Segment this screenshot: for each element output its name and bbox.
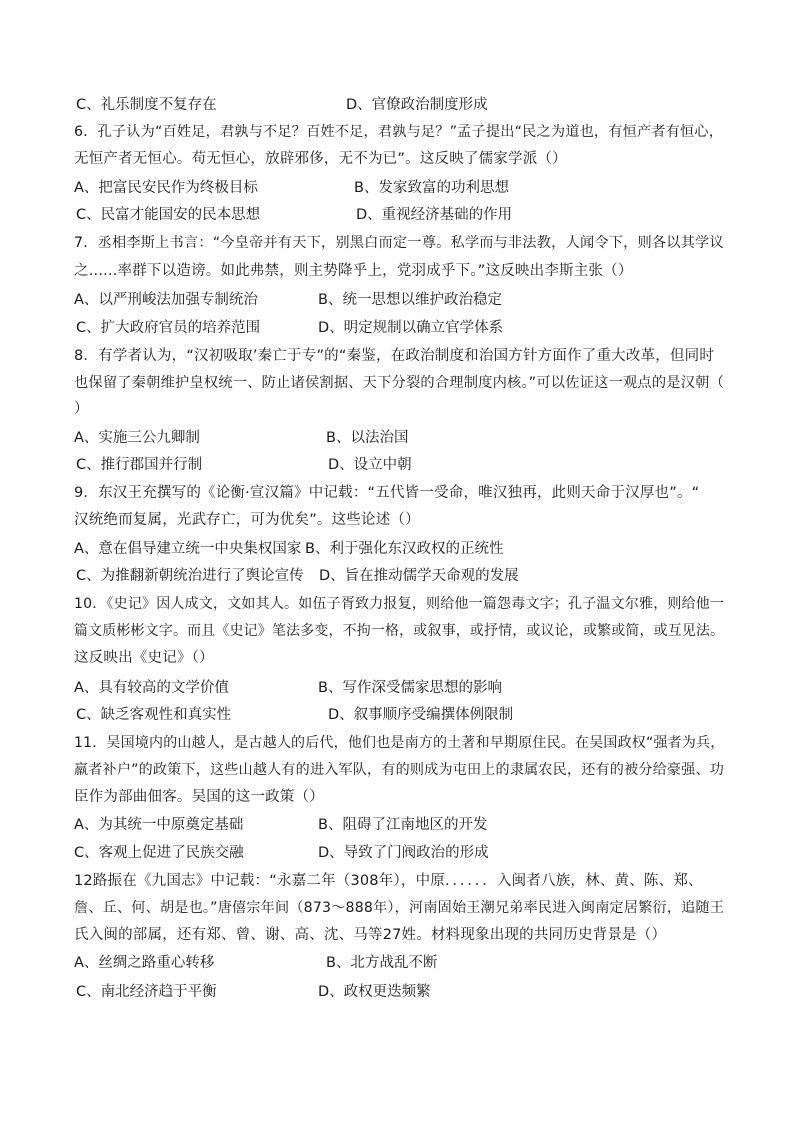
q9-stem-line-1: 9．东汉王充撰写的《论衡·宣汉篇》中记载：“五代皆一受命，唯汉独再，此则天命于汉厚也”。“ [74, 485, 700, 501]
q10-stem-line-1: 10．《史记》因人成文，文如其人。如伍子胥致力报复，则给他一篇怨毒文字；孔子温文尔雅，则给他一 [74, 596, 725, 612]
q6-option-c: C、民富才能国安的民本思想 [76, 207, 261, 223]
q7-option-d: D、明定规制以确立官学体系 [318, 320, 504, 336]
q8-stem-line-3: ） [74, 401, 89, 417]
q5-option-d: D、官僚政治制度形成 [346, 97, 488, 113]
q8-option-d: D、设立中朝 [328, 457, 412, 473]
q6-option-d: D、重视经济基础的作用 [356, 207, 513, 223]
q9-option-c: C、为推翻新朝统治进行了舆论宣传 [76, 568, 304, 584]
q12-stem-line-3: 氏入闽的部属，还有郑、曾、谢、高、沈、马等27姓。材料现象出现的共同历史背景是（） [74, 927, 667, 943]
q10-stem-line-3: 这反映出《史记》（） [74, 650, 214, 666]
q10-option-a: A、具有较高的文学价值 [74, 680, 229, 696]
q9-option-b: B、利于强化东汉政权的正统性 [305, 541, 504, 557]
q10-option-b: B、写作深受儒家思想的影响 [318, 680, 502, 696]
q12-option-b: B、北方战乱不断 [326, 955, 438, 971]
q12-stem-line-2: 詹、丘、何、胡是也。”唐僖宗年间（873～888年），河南固始王潮兄弟率民进入闽南定居繁衍，追随王 [74, 900, 725, 916]
q11-option-c: C、客观上促进了民族交融 [74, 845, 244, 861]
q11-stem-line-2: 羸者补户”的政策下，这些山越人有的进入军队，有的则成为屯田上的隶属农民，还有的被分给豪强、功 [74, 762, 725, 778]
q11-option-d: D、导致了门阀政治的形成 [318, 845, 489, 861]
q8-option-c: C、推行郡国并行制 [76, 457, 203, 473]
q9-option-a: A、意在倡导建立统一中央集权国家 [74, 541, 302, 557]
q8-stem-line-1: 8．有学者认为，“汉初吸取’秦亡于专”的“秦鉴，在政治制度和治国方针方面作了重大改革，但同时 [74, 348, 715, 364]
q11-option-a: A、为其统一中原奠定基础 [74, 817, 244, 833]
q6-option-a: A、把富民安民作为终极目标 [74, 180, 258, 196]
q7-stem-line-2: 之......率群下以造谤。如此弗禁，则主势降乎上，党羽成乎下。”这反映出李斯主张（） [74, 263, 633, 279]
q7-stem-line-1: 7．丞相李斯上书言：“今皇帝并有天下，别黑白而定一尊。私学而与非法教，人闻令下，则各以其学议 [74, 235, 724, 251]
q11-stem-line-1: 11．吴国境内的山越人，是古越人的后代，他们也是南方的土著和早期原住民。在吴国政权“强者为兵， [74, 735, 725, 751]
q7-option-a: A、以严刑峻法加强专制统治 [74, 292, 258, 308]
q5-option-c: C、礼乐制度不复存在 [76, 97, 217, 113]
q8-option-a: A、实施三公九卿制 [74, 430, 200, 446]
q10-option-d: D、叙事顺序受编撰体例限制 [328, 707, 514, 723]
q10-option-c: C、缺乏客观性和真实性 [76, 707, 232, 723]
q6-stem-line-1: 6．孔子认为“百姓足，君孰与不足？百姓不足，君孰与足？”孟子提出“民之为道也，有恒产者有恒心， [74, 124, 724, 140]
q8-option-b: B、以法治国 [326, 430, 409, 446]
q7-option-c: C、扩大政府官员的培养范围 [76, 320, 261, 336]
q12-option-c: C、南北经济趋于平衡 [76, 984, 217, 1000]
q12-option-d: D、政权更迭频繁 [318, 984, 431, 1000]
q12-stem-line-1: 12路振在《九国志》中记载：“永嘉二年（308年），中原．．．．．．入闽者八族，林、黄、陈、郑、 [74, 873, 703, 889]
q7-option-b: B、统一思想以维护政治稳定 [318, 292, 502, 308]
q10-stem-line-2: 篇文质彬彬文字。而且《史记》笔法多变，不拘一格，或叙事，或抒情，或议论，或繁或简，或互见法。 [74, 623, 725, 639]
q9-stem-line-2: 汉统绝而复属，光武存亡，可为优矣”。这些论述（） [74, 512, 420, 528]
q12-option-a: A、丝绸之路重心转移 [74, 955, 215, 971]
q6-option-b: B、发家致富的功利思想 [354, 180, 509, 196]
q6-stem-line-2: 无恒产者无恒心。苟无恒心，放辟邪侈，无不为已”。这反映了儒家学派（） [74, 151, 567, 167]
q11-option-b: B、阻碍了江南地区的开发 [318, 817, 488, 833]
q11-stem-line-3: 臣作为部曲佃客。吴国的这一政策（） [74, 789, 324, 805]
q8-stem-line-2: 也保留了秦朝维护皇权统一、防止诸侯割据、天下分裂的合理制度内核。”可以佐证这一观点的是汉朝（ [74, 375, 724, 391]
q9-option-d: D、旨在推动儒学天命观的发展 [319, 568, 519, 584]
